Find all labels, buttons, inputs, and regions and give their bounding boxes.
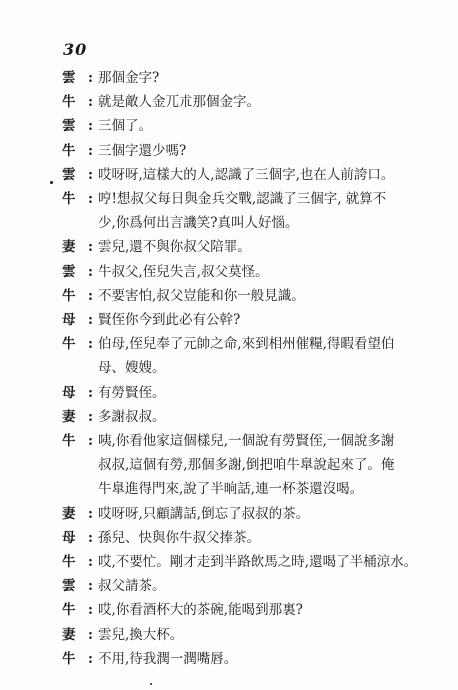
colon: : [88,70,93,86]
line-text-block [98,332,434,380]
line-text-continuation: 少,你爲何出言譏笑?真叫人好惱。 [98,215,299,232]
print-speck [50,181,53,184]
dialogue-line [62,308,434,332]
speaker-label: 牛 [62,94,76,111]
dialogue-line [62,90,434,114]
speaker-label: 雲 [62,118,76,135]
line-text: 哎,你看酒杯大的茶碗,能喝到那裏? [98,602,303,619]
dialogue-line [62,332,434,380]
speaker-label: 母 [62,312,76,329]
colon: : [88,529,93,546]
speaker-label: 牛 [62,602,76,619]
speaker-label: 雲 [62,578,76,595]
line-text: 有勞賢侄。 [98,384,166,401]
line-text: 不用,待我潤一潤嘴唇。 [98,650,238,667]
dialogue-line [62,574,434,598]
dialogue-line [62,235,434,259]
line-text: 那個金字? [98,70,160,86]
dialogue-line [62,550,434,574]
colon: : [88,384,93,401]
line-text-block [98,187,434,235]
line-text: 哼!想叔父每日與金兵交戰,認識了三個字, 就算不 [98,191,387,208]
speaker-label: 母 [62,529,76,546]
dialogue-line [62,163,434,187]
speaker-label: 牛 [62,554,76,571]
line-text-continuation: 叔叔,這個有勞,那個多謝,倒把咱牛臯說起來了。俺 [98,457,395,474]
line-text: 哎呀呀,這樣大的人,認識了三個字,也在人前誇口。 [98,166,395,183]
speaker-label: 牛 [62,650,76,667]
line-text-continuation: 牛臯進得門來,說了半晌話,連一杯茶還沒喝。 [98,481,364,498]
line-text: 哎,不要忙。剛才走到半路飲馬之時,還喝了半桶涼水。 [98,554,418,571]
dialogue-line [62,66,434,90]
dialogue-line [62,260,434,284]
dialogue-line [62,647,434,671]
speaker-label: 妻 [62,239,76,256]
line-text: 叔父請茶。 [98,578,166,595]
dialogue-line [62,114,434,138]
speaker-label: 雲 [62,263,76,280]
colon: : [88,505,93,522]
line-text: 孫兒、快與你牛叔父捧茶。 [98,529,260,546]
colon: : [88,626,93,643]
dialogue-line [62,502,434,526]
colon: : [88,118,93,135]
dialogue-list [62,66,434,671]
line-text: 雲兒,還不與你叔父陪罪。 [98,239,251,256]
colon: : [88,408,93,425]
colon: : [88,336,93,353]
colon: : [88,578,93,595]
colon: : [88,602,93,619]
speaker-label: 妻 [62,408,76,425]
dialogue-line [62,139,434,163]
line-text: 雲兒,換大杯。 [98,626,184,643]
dialogue-line [62,381,434,405]
colon: : [88,166,93,183]
speaker-label: 雲 [62,166,76,183]
dialogue-line [62,187,434,235]
colon: : [88,312,93,329]
line-text: 三個了。 [98,118,152,135]
line-text: 牛叔父,侄兒失言,叔父莫怪。 [98,263,269,280]
line-text: 不要害怕,叔父豈能和你一般見識。 [98,287,305,304]
dialogue-line [62,598,434,622]
speaker-label: 妻 [62,626,76,643]
line-text: 哎呀呀,只顧講話,倒忘了叔叔的茶。 [98,505,310,522]
colon: : [88,94,93,111]
speaker-label: 牛 [62,336,76,353]
dialogue-line [62,623,434,647]
colon: : [88,433,93,450]
dialogue-line [62,405,434,429]
line-text-continuation: 母、嫂嫂。 [98,360,166,377]
colon: : [88,142,93,159]
print-speck [150,683,152,685]
speaker-label: 牛 [62,191,76,208]
dialogue-line [62,526,434,550]
line-text: 多謝叔叔。 [98,408,166,425]
speaker-label: 牛 [62,433,76,450]
speaker-label: 妻 [62,505,76,522]
speaker-label: 牛 [62,287,76,304]
dialogue-line [62,284,434,308]
colon: : [88,554,93,571]
speaker-label: 母 [62,384,76,401]
speaker-label: 牛 [62,142,76,159]
line-text-block [98,429,434,502]
colon: : [88,263,93,280]
colon: : [88,650,93,667]
colon: : [88,239,93,256]
dialogue-line [62,429,434,502]
line-text: 伯母,侄兒奉了元帥之命,來到相州催糧,得暇看望伯 [98,336,395,353]
line-text: 三個字還少嗎? [98,142,187,159]
colon: : [88,287,93,304]
speaker-label: 雲 [62,70,76,86]
line-text: 賢侄你今到此必有公幹? [98,312,241,329]
line-text: 就是敵人金兀朮那個金字。 [98,94,260,111]
colon: : [88,191,93,208]
line-text: 咦,你看他家這個樣兒,一個說有勞賢侄,一個說多謝 [98,433,395,450]
page-number: 30 [63,40,88,59]
